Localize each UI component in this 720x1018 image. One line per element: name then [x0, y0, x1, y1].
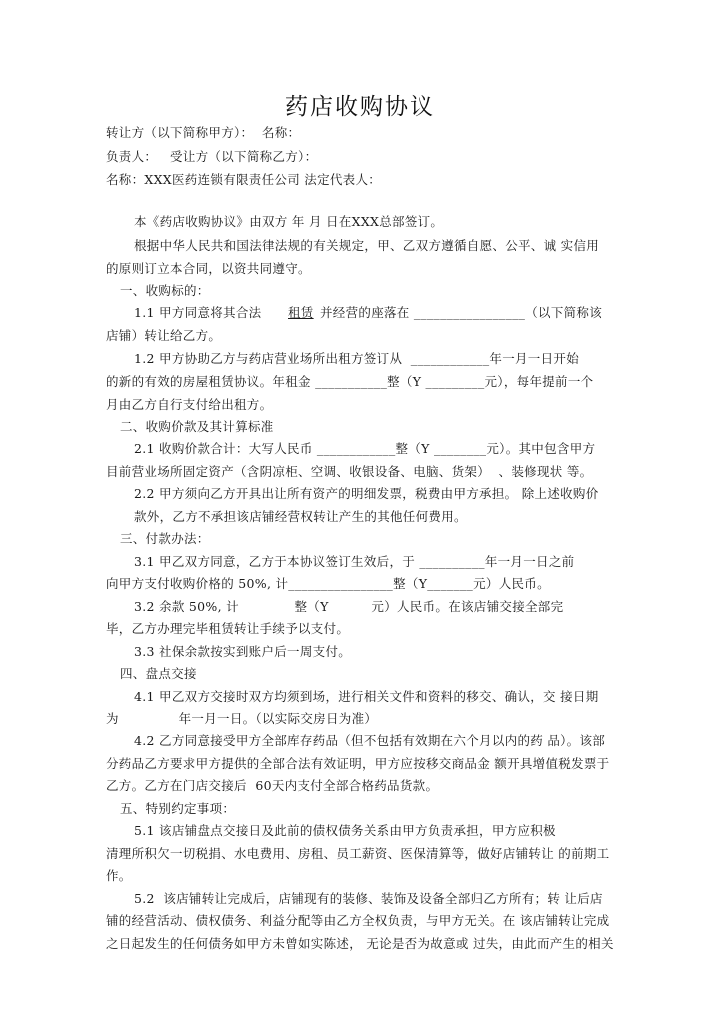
text-line: 2.2 甲方须向乙方开具出让所有资产的明细发票，税费由甲方承担。 除上述收购价 — [134, 486, 599, 501]
text-line: 4.1 甲乙双方交接时双方均须到场，进行相关文件和资料的移交、确认，交 接日期 — [134, 689, 599, 704]
text-line: 3.2 余款 50%, 计 整（Y 元）人民币。在该店铺交接全部完 — [134, 599, 564, 614]
text-line: 铺的经营活动、债权债务、利益分配等由乙方全权负责，与甲方无关。在 该店铺转让完成 — [106, 913, 610, 928]
section-heading: 四、盘点交接 — [120, 666, 197, 681]
section-heading: 五、特别约定事项： — [120, 801, 236, 816]
section-heading: 二、收购价款及其计算标准 — [120, 419, 274, 434]
text-line: 月由乙方自行支付给出租方。 — [106, 397, 273, 412]
text-line: 3.3 社保余款按实到账户后一周支付。 — [134, 644, 352, 659]
section-heading: 三、付款办法： — [120, 531, 210, 546]
text-line: 之日起发生的任何债务如甲方未曾如实陈述， 无论是否为故意或 过失，由此而产生的相关 — [106, 936, 614, 951]
text-line: 4.2 乙方同意接受甲方全部库存药品（但不包括有效期在六个月以内的药 品）。该部 — [134, 733, 606, 748]
text-line: 的新的有效的房屋租赁协议。年租金 ___________整（Y _________元），每年提前一个 — [106, 374, 594, 389]
text-line: 为 年一月一日。（以实际交房日为准） — [106, 711, 378, 726]
text-line: 店铺）转让给乙方。 — [106, 328, 222, 343]
text-line: 2.1 收购价款合计：大写人民币 ____________整（Y ________元）。其中包含甲方 — [134, 441, 596, 456]
text-line: 分药品乙方要求甲方提供的全部合法有效证明，甲方应按移交商品金 额开具增值税发票于 — [106, 756, 610, 771]
text-line: 1.2 甲方协助乙方与药店营业场所出租方签订从 ____________年一月一日开始 — [134, 351, 579, 366]
text-line: 毕，乙方办理完毕租赁转让手续予以支付。 — [106, 621, 350, 636]
section-heading: 一、收购标的： — [120, 283, 210, 298]
text-line: 清理所积欠一切税捐、水电费用、房租、员工薪资、医保清算等，做好店铺转让 的前期工 — [106, 846, 610, 861]
text-line: 款外，乙方不承担该店铺经营权转让产生的其他任何费用。 — [134, 509, 467, 524]
text-line: 目前营业场所固定资产（含阴凉柜、空调、收银设备、电脑、货架） 、装修现状 等。 — [106, 464, 593, 479]
text-line: 作。 — [106, 868, 132, 883]
text-line: 5.2 该店铺转让完成后，店铺现有的装修、装饰及设备全部归乙方所有；转 让后店 — [134, 891, 603, 906]
text-line: 本《药店收购协议》由双方 年 月 日在XXX总部签订。 — [134, 214, 444, 229]
text-line: 的原则订立本合同，以资共同遵守。 — [106, 261, 311, 276]
text-line: 3.1 甲乙双方同意，乙方于本协议签订生效后，于 __________年一月一日之前 — [134, 554, 575, 569]
text-line: 名称：XXX医药连锁有限责任公司 法定代表人： — [106, 172, 382, 187]
text-line: 负责人： 受让方（以下简称乙方）： — [106, 149, 318, 164]
text-line: 转让方（以下简称甲方）： 名称： — [106, 125, 301, 140]
text-line: 并经营的座落在 _________________（以下简称该 — [320, 305, 603, 320]
underlined-term: 租赁 — [288, 305, 314, 320]
text-line: 向甲方支付收购价格的 50%, 计________________整（Y_______元）人民币。 — [106, 576, 550, 591]
text-line: 乙方。乙方在门店交接后 60天内支付全部合格药品货款。 — [106, 778, 439, 793]
text-line: 根据中华人民共和国法律法规的有关规定，甲、乙双方遵循自愿、公平、诚 实信用 — [134, 238, 600, 253]
text-line: 1.1 甲方同意将其合法 — [134, 305, 262, 320]
text-line: 5.1 该店铺盘点交接日及此前的债权债务关系由甲方负责承担，甲方应积极 — [134, 823, 556, 838]
document-title: 药店收购协议 — [285, 94, 435, 120]
